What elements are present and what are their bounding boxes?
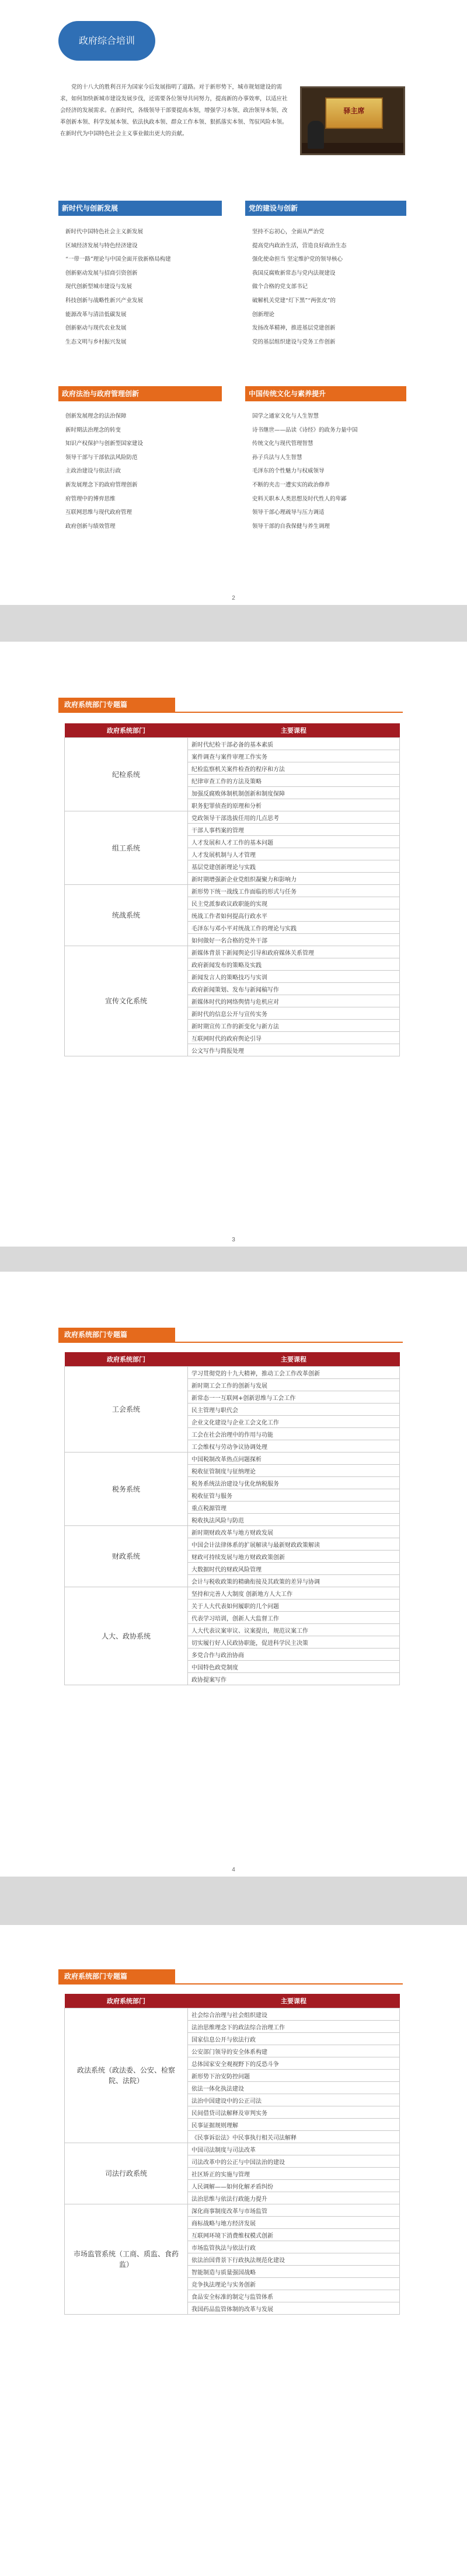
page-2 [0, 642, 467, 1247]
course-cell: 工会在社会治理中的作用与功能 [188, 1428, 400, 1440]
section-heading-1: 新时代与创新发展 [58, 201, 222, 216]
list-item: 发扬改革精神，推进基层党建创新 [252, 325, 336, 332]
course-cell: 国家信息公开与依法行政 [188, 2033, 400, 2045]
table-body [65, 2008, 400, 2315]
course-cell: 法治中国建设中的公正司法 [188, 2094, 400, 2106]
section-tab: 政府系统部门专题篇 [58, 1969, 175, 1983]
course-cell: 新媒体背景下新闻舆论引导和政府媒体关系管理 [188, 946, 400, 958]
course-cell: 政府新闻发布的策略及实践 [188, 958, 400, 971]
course-cell: 政府新闻策划、发布与新闻稿写作 [188, 983, 400, 995]
course-cell: 切实履行好人民政协职能，促进科学民主决策 [188, 1636, 400, 1648]
tab-underline [58, 712, 403, 713]
course-cell: 新时代纪检干部必备的基本素质 [188, 738, 400, 750]
course-cell: 民主管理与职代会 [188, 1404, 400, 1416]
page-3 [0, 1272, 467, 1877]
section-heading-3: 政府法治与政府管理创新 [58, 386, 222, 401]
table-row [65, 1452, 400, 1465]
section-list-1 [65, 225, 241, 349]
intro-paragraph: 党的十八大的胜利召开为国家今后发展指明了道路。对于新形势下，城市规划建设的需求，如何加快新城市建设发展步伐，还需要各位领导共同努力，提高新的办事效率，以适应社会经济的发展需求。在新时代，各级领导干部要提高本领，增强学习本领、政治领导本领、改革创新本领、科学发展本领、依法执政本领、群众工作本领、狠抓落实本领、驾驭风险本领。在新时代为中国特色社会主义事业做出更大的贡献。 [60, 84, 288, 137]
page-title: 政府综合培训 [58, 21, 155, 61]
table-body [65, 738, 400, 1056]
tab-underline [58, 1983, 403, 1985]
list-item: 史料天职本人类思想及时代性人的卑鄙 [252, 495, 347, 502]
course-cell: 《民事诉讼法》中民事执行相关司法解释 [188, 2131, 400, 2143]
list-item: 知识产权保护与创新型国家建设 [65, 440, 144, 447]
course-cell: 食品安全标准的制定与监管体系 [188, 2290, 400, 2302]
course-cell: 新时期财政改革与地方财政发展 [188, 1526, 400, 1538]
col-header-course: 主要课程 [188, 723, 400, 738]
course-cell: 人才发展机制与人才管理 [188, 848, 400, 860]
course-cell: 纪律审查工作的方法及策略 [188, 775, 400, 787]
course-cell: 新形势下治安防控问题 [188, 2070, 400, 2082]
tab-underline [58, 1342, 403, 1343]
course-cell: 坚持和完善人大制度 创新地方人大工作 [188, 1587, 400, 1600]
list-item: 府管理中的博弈思维 [65, 495, 116, 502]
page-number: 2 [232, 595, 235, 601]
course-cell: 商标战略与地方经济发展 [188, 2217, 400, 2229]
list-item: 孙子兵法与人生智慧 [252, 454, 302, 461]
dept-cell: 市场监管系统（工商、质监、食药监） [65, 2204, 188, 2315]
course-cell: 统战工作者如何提高行政水平 [188, 909, 400, 922]
course-cell: 法治思维与依法行政能力提升 [188, 2192, 400, 2204]
list-item: 创新理论 [252, 311, 275, 318]
section-heading-4: 中国传统文化与素养提升 [245, 386, 406, 401]
list-item: 新时代中国特色社会主义新发展 [65, 229, 144, 235]
dept-cell: 统战系统 [65, 885, 188, 946]
course-cell: 中国司法制度与司法改革 [188, 2143, 400, 2155]
table-row [65, 946, 400, 958]
course-cell: 工会维权与劳动争议协调处理 [188, 1440, 400, 1452]
course-cell: 新闻发言人的策略技巧与实训 [188, 971, 400, 983]
list-item: 领导干部心理疏导与压力调适 [252, 509, 325, 516]
list-item: 新发展理念下的政府管理创新 [65, 481, 138, 488]
course-cell: 互联网时代的政府舆论引导 [188, 1032, 400, 1044]
list-item: 我国反腐败新常态与党内法规建设 [252, 270, 336, 276]
course-cell: 案件调查与案件审理工作实务 [188, 750, 400, 762]
section-tab: 政府系统部门专题篇 [58, 1328, 175, 1342]
list-item: 领导干部与干部依法风险防范 [65, 454, 138, 461]
course-cell: 大数据时代的财政风险管理 [188, 1563, 400, 1575]
course-cell: 竞争执法理论与实务创新 [188, 2278, 400, 2290]
course-cell: 深化商事制度改革与市场监管 [188, 2204, 400, 2217]
lecture-photo [300, 86, 405, 155]
list-item: 创新发展理念的法治保障 [65, 413, 127, 419]
list-item: 破解机关党建“灯下黑”“两张皮”的 [252, 297, 336, 304]
course-cell: 职务犯罪侦查的原理和分析 [188, 799, 400, 811]
section-heading-2: 党的建设与创新 [245, 201, 406, 216]
list-item: 强化使命担当 坚定维护党的领导核心 [252, 256, 343, 263]
list-item: 区域经济发展与特色经济建设 [65, 242, 138, 249]
course-cell: 新媒体时代的网络舆情与危机应对 [188, 995, 400, 1007]
course-cell: 人才发展和人才工作的基本问题 [188, 836, 400, 848]
col-header-dept: 政府系统部门 [65, 723, 188, 738]
course-cell: 财政可持续发展与地方财政政策创新 [188, 1550, 400, 1563]
list-item: 创新驱动与现代农业发展 [65, 325, 127, 332]
course-cell: 新时期工会工作的创新与发展 [188, 1379, 400, 1391]
table-row [65, 2143, 400, 2155]
course-table [64, 1994, 400, 2315]
course-cell: 民主党派参政议政职能的实现 [188, 897, 400, 909]
course-cell: 人大代表议案审议、议案提出，规范议案工作 [188, 1624, 400, 1636]
course-cell: 纪检监察机关案件检查的程序和方法 [188, 762, 400, 775]
list-item: 国学之通家文化与人生智慧 [252, 413, 319, 419]
course-cell: 新时代的信息公开与宣传实务 [188, 1007, 400, 1020]
table-row [65, 738, 400, 750]
list-item: 做个合格的党支部书记 [252, 284, 308, 290]
page-4 [0, 1925, 467, 2576]
page-1 [0, 0, 467, 605]
table-row [65, 2008, 400, 2021]
course-cell: 多党合作与政治协商 [188, 1648, 400, 1661]
page-number: 4 [232, 1867, 235, 1873]
course-cell: 我国药品监管体制的改革与发展 [188, 2302, 400, 2315]
course-table [64, 723, 400, 1056]
course-table [64, 1352, 400, 1685]
table-row [65, 1526, 400, 1538]
list-item: “一带一路”理论与中国全面开放新格局构建 [65, 256, 171, 263]
course-cell: 税收执法风险与防范 [188, 1514, 400, 1526]
course-cell: 学习贯彻党的十九大精神，推动工会工作改革创新 [188, 1367, 400, 1379]
dept-cell: 组工系统 [65, 811, 188, 885]
list-item: 科技创新与战略性新兴产业发展 [65, 297, 144, 304]
list-item: 互联网思维与现代政府管理 [65, 509, 133, 516]
course-cell: 基层党建创新理论与实践 [188, 860, 400, 873]
speaker-figure [308, 121, 324, 149]
course-cell: 会计与税收政策的精确衔接及其政策的差异与协调 [188, 1575, 400, 1587]
course-cell: 代表学习培训，创新人大监督工作 [188, 1612, 400, 1624]
course-cell: 重点税源管理 [188, 1502, 400, 1514]
course-cell: 税收征管与服务 [188, 1489, 400, 1502]
list-item: 坚持不忘初心，全面从严治党 [252, 229, 325, 235]
course-cell: 中国特色政党制度 [188, 1661, 400, 1673]
course-cell: 人民调解——如何化解矛盾纠纷 [188, 2180, 400, 2192]
table-row [65, 811, 400, 824]
list-item: 传统文化与现代管理智慧 [252, 440, 313, 447]
list-item: 领导干部的自我保健与养生调理 [252, 523, 330, 530]
course-cell: 加强反腐败体制机制创新和制度保障 [188, 787, 400, 799]
list-item: 毛泽东的个性魅力与权威领导 [252, 468, 325, 475]
projector-screen [325, 97, 383, 129]
course-cell: 司法改革中的公正与中国法治的建设 [188, 2155, 400, 2168]
screen-text: 驿主席 [343, 107, 365, 115]
course-cell: 税务系统法治建设与优化纳税服务 [188, 1477, 400, 1489]
course-cell: 依法治国背景下行政执法规范化建设 [188, 2253, 400, 2266]
section-list-2 [252, 225, 416, 349]
list-item: 新时期法治理念的转变 [65, 426, 121, 433]
course-cell: 政协提案写作 [188, 1673, 400, 1685]
table-row [65, 2204, 400, 2217]
course-cell: 新时期宣传工作的新变化与新方法 [188, 1020, 400, 1032]
course-cell: 法治思维理念下的政法综合治理工作 [188, 2021, 400, 2033]
course-cell: 干部人事档案的管理 [188, 824, 400, 836]
table-row [65, 885, 400, 897]
table-row [65, 1367, 400, 1379]
list-item: 创新驱动发展与招商引资创新 [65, 270, 138, 276]
section-tab: 政府系统部门专题篇 [58, 698, 175, 712]
course-cell: 毛泽东与邓小平对统战工作的理论与实践 [188, 922, 400, 934]
list-item: 主政治建设与依法行政 [65, 468, 121, 475]
table-row [65, 1587, 400, 1600]
col-header-course: 主要课程 [188, 1352, 400, 1367]
dept-cell: 财政系统 [65, 1526, 188, 1587]
course-cell: 社会综合治理与社会组织建设 [188, 2008, 400, 2021]
course-cell: 中国会计法律体系的扩展解读与最新财政政策解读 [188, 1538, 400, 1550]
course-cell: 民事证据规则理解 [188, 2119, 400, 2131]
course-cell: 市场监管执法与依法行政 [188, 2241, 400, 2253]
col-header-dept: 政府系统部门 [65, 1352, 188, 1367]
course-cell: 社区矫正的实施与管理 [188, 2168, 400, 2180]
list-item: 诗书继世——品读《诗经》的政务力量中国 [252, 426, 358, 433]
course-cell: 互联网环境下消费维权模式创新 [188, 2229, 400, 2241]
dept-cell: 宣传文化系统 [65, 946, 188, 1056]
list-item: 政府创新与绩效管理 [65, 523, 116, 530]
course-cell: 新形势下统一战线工作面临的形式与任务 [188, 885, 400, 897]
dept-cell: 工会系统 [65, 1367, 188, 1452]
course-cell: 民间借贷司法解释及审判实务 [188, 2106, 400, 2119]
course-cell: 中国税制改革热点问题探析 [188, 1452, 400, 1465]
course-cell: 新常态一一互联网+创新思维与工会工作 [188, 1391, 400, 1404]
section-list-3 [65, 410, 241, 533]
dept-cell: 人大、政协系统 [65, 1587, 188, 1685]
list-item: 现代创新型城市建设与发展 [65, 284, 133, 290]
col-header-dept: 政府系统部门 [65, 1994, 188, 2008]
list-item: 党的基层组织建设与党务工作创新 [252, 338, 336, 345]
course-cell: 党政领导干部选拔任用的几点思考 [188, 811, 400, 824]
list-item: 不断的夹击一遭实实的政治修养 [252, 481, 330, 488]
course-cell: 关于人大代表如何履职的几个问题 [188, 1600, 400, 1612]
list-item: 能源改革与清洁低碳发展 [65, 311, 127, 318]
dept-cell: 司法行政系统 [65, 2143, 188, 2204]
course-cell: 公安部门领导的安全体系构建 [188, 2045, 400, 2057]
course-cell: 企业文化建设与企业工会文化工作 [188, 1416, 400, 1428]
table-body [65, 1367, 400, 1685]
course-cell: 如何做好一名合格的党外干部 [188, 934, 400, 946]
course-cell: 新时期增强新企业党组织凝聚力和影响力 [188, 873, 400, 885]
list-item: 提高党内政治生活，营造良好政治生态 [252, 242, 347, 249]
course-cell: 智能制造与质量强国战略 [188, 2266, 400, 2278]
dept-cell: 税务系统 [65, 1452, 188, 1526]
dept-cell: 纪检系统 [65, 738, 188, 811]
dept-cell: 政法系统（政法委、公安、检察院、法院） [65, 2008, 188, 2143]
col-header-course: 主要课程 [188, 1994, 400, 2008]
page-number: 3 [232, 1237, 235, 1243]
section-list-4 [252, 410, 416, 533]
course-cell: 依法一体化执法建设 [188, 2082, 400, 2094]
course-cell: 公文写作与简报处理 [188, 1044, 400, 1056]
list-item: 生态文明与乡村振兴发展 [65, 338, 127, 345]
course-cell: 税收征管制度与征纳理论 [188, 1465, 400, 1477]
course-cell: 总体国家安全观视野下的反恐斗争 [188, 2057, 400, 2070]
